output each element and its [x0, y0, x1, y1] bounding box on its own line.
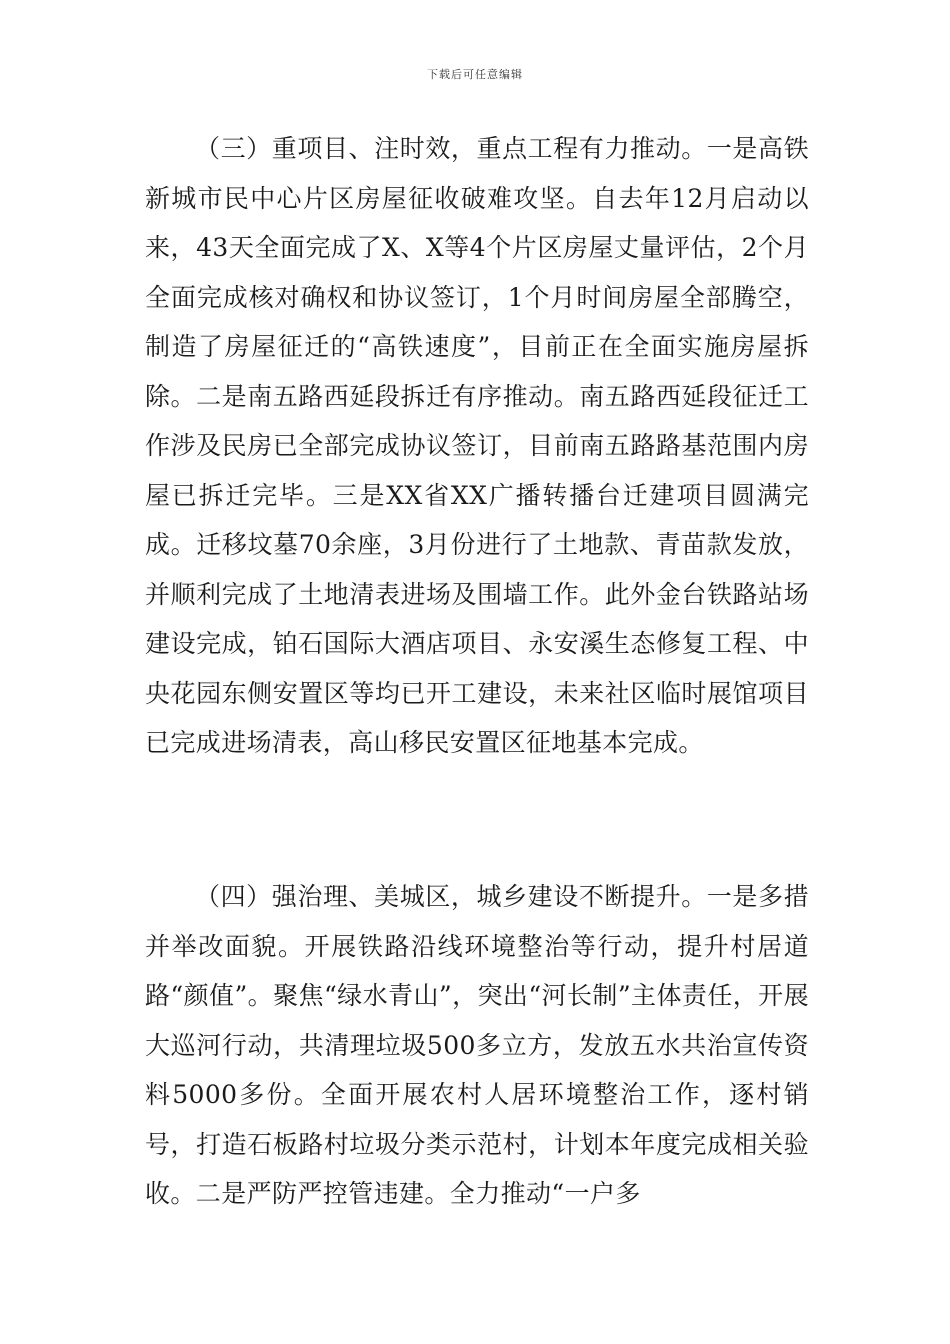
paragraph-section-four: （四）强治理、美城区，城乡建设不断提升。一是多措并举改面貌。开展铁路沿线环境整治等行动，提升村居道路“颜值”。聚焦“绿水青山”，突出“河长制”主体责任，开展大巡河行动，共清理垃圾500多立方，发放五水共治宣传资料5000多份。全面开展农村人居环境整治工作，逐村销号，打造石板路村垃圾分类示范村，计划本年度完成相关验收。二是严防严控管违建。全力推动“一户多	[145, 882, 809, 1208]
header-note: 下载后可任意编辑	[427, 68, 523, 81]
paragraph-section-three: （三）重项目、注时效，重点工程有力推动。一是高铁新城市民中心片区房屋征收破难攻坚。自去年12月启动以来，43天全面完成了X、X等4个片区房屋丈量评估，2个月全面完成核对确权和协议签订，1个月时间房屋全部腾空，制造了房屋征迁的“高铁速度”，目前正在全面实施房屋拆除。二是南五路西延段拆迁有序推动。南五路西延段征迁工作涉及民房已全部完成协议签订，目前南五路路基范围内房屋已拆迁完毕。三是XX省XX广播转播台迁建项目圆满完成。迁移坟墓70余座，3月份进行了土地款、青苗款发放，并顺利完成了土地清表进场及围墙工作。此外金台铁路站场建设完成，铂石国际大酒店项目、永安溪生态修复工程、中央花园东侧安置区等均已开工建设，未来社区临时展馆项目已完成进场清表，高山移民安置区征地基本完成。	[145, 134, 809, 757]
